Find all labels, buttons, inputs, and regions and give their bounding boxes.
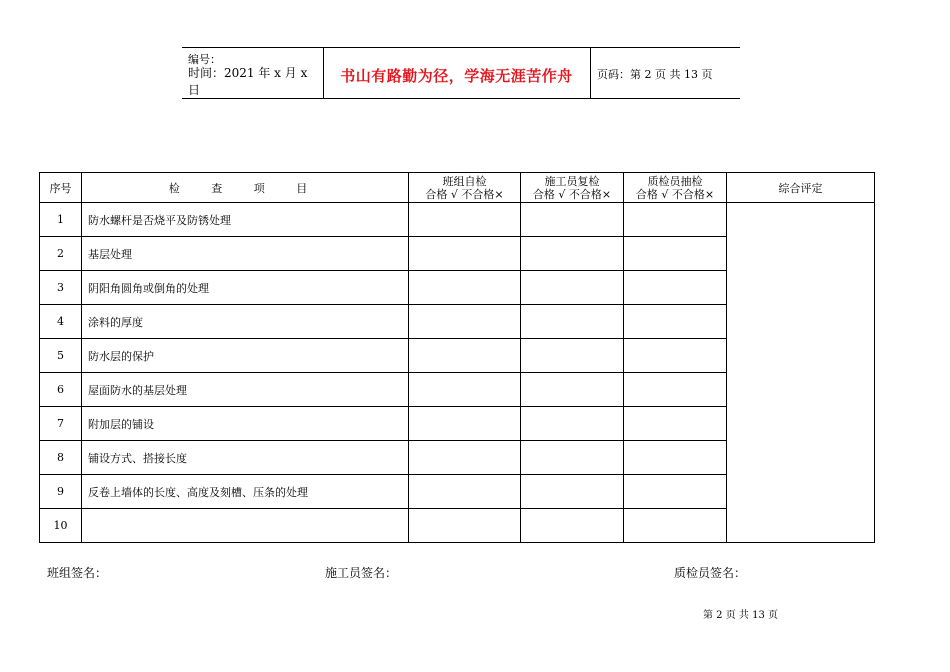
row-number: 8 [40, 441, 82, 475]
qc-check-cell[interactable] [624, 203, 727, 237]
team-check-cell[interactable] [409, 237, 521, 271]
row-number: 6 [40, 373, 82, 407]
row-item: 铺设方式、搭接长度 [82, 441, 409, 475]
qc-check-cell[interactable] [624, 271, 727, 305]
table-header-row [40, 173, 875, 203]
worker-check-cell[interactable] [521, 509, 624, 543]
team-check-cell[interactable] [409, 441, 521, 475]
page-code: 页码：第 2 页 共 13 页 [597, 68, 713, 81]
qc-check-cell[interactable] [624, 441, 727, 475]
row-item: 附加层的铺设 [82, 407, 409, 441]
team-check-cell[interactable] [409, 509, 521, 543]
qc-check-cell[interactable] [624, 475, 727, 509]
qc-check-cell[interactable] [624, 237, 727, 271]
row-number: 2 [40, 237, 82, 271]
inspection-table [39, 172, 875, 543]
col-header-worker-label: 施工员复检 [544, 174, 600, 188]
row-item: 阴阳角圆角或倒角的处理 [82, 271, 409, 305]
header-meta-cell [182, 48, 324, 98]
row-number: 5 [40, 339, 82, 373]
col-header-team-sub: 合格 √ 不合格× [425, 187, 504, 201]
row-item: 屋面防水的基层处理 [82, 373, 409, 407]
row-number: 4 [40, 305, 82, 339]
team-check-cell[interactable] [409, 203, 521, 237]
col-header-item [82, 173, 409, 203]
col-header-qc-label: 质检员抽检 [647, 174, 703, 188]
col-header-team-label: 班组自检 [442, 174, 487, 188]
worker-check-cell[interactable] [521, 271, 624, 305]
time-label: 时间：2021 年 x 月 x 日 [188, 66, 308, 97]
header-motto-cell [323, 48, 591, 98]
row-number: 3 [40, 271, 82, 305]
overall-evaluation-cell[interactable] [727, 203, 875, 543]
team-check-cell[interactable] [409, 271, 521, 305]
document-header [182, 47, 740, 99]
col-header-overall: 综合评定 [727, 173, 875, 203]
row-item: 基层处理 [82, 237, 409, 271]
team-check-cell[interactable] [409, 475, 521, 509]
qc-signature-label: 质检员签名： [674, 566, 747, 580]
number-label: 编号： [188, 53, 221, 66]
qc-check-cell[interactable] [624, 305, 727, 339]
worker-check-cell[interactable] [521, 373, 624, 407]
col-header-worker-sub: 合格 √ 不合格× [532, 187, 612, 201]
row-number: 1 [40, 203, 82, 237]
team-signature-label: 班组签名： [47, 566, 108, 580]
col-header-team [409, 173, 521, 203]
worker-check-cell[interactable] [521, 203, 624, 237]
col-header-no: 序号 [40, 173, 82, 203]
table-row [40, 203, 875, 237]
qc-check-cell[interactable] [624, 509, 727, 543]
team-check-cell[interactable] [409, 373, 521, 407]
row-item: 防水层的保护 [82, 339, 409, 373]
header-motto: 书山有路勤为径，学海无涯苦作舟 [340, 67, 573, 85]
col-header-qc [624, 173, 727, 203]
row-item [82, 509, 409, 543]
header-page-cell [591, 48, 740, 98]
row-number: 9 [40, 475, 82, 509]
worker-check-cell[interactable] [521, 441, 624, 475]
qc-check-cell[interactable] [624, 339, 727, 373]
qc-check-cell[interactable] [624, 407, 727, 441]
col-header-qc-sub: 合格 √ 不合格× [635, 187, 715, 201]
worker-check-cell[interactable] [521, 305, 624, 339]
col-header-item-label: 检 查 项 目 [168, 181, 322, 195]
row-item: 涂料的厚度 [82, 305, 409, 339]
worker-check-cell[interactable] [521, 237, 624, 271]
worker-check-cell[interactable] [521, 475, 624, 509]
page-footer: 第 2 页 共 13 页 [703, 610, 778, 621]
worker-check-cell[interactable] [521, 407, 624, 441]
col-header-worker [521, 173, 624, 203]
row-item: 反卷上墙体的长度、高度及刻槽、压条的处理 [82, 475, 409, 509]
team-check-cell[interactable] [409, 339, 521, 373]
team-check-cell[interactable] [409, 305, 521, 339]
row-number: 7 [40, 407, 82, 441]
qc-check-cell[interactable] [624, 373, 727, 407]
team-check-cell[interactable] [409, 407, 521, 441]
worker-signature-label: 施工员签名： [325, 566, 398, 580]
row-item: 防水螺杆是否烧平及防锈处理 [82, 203, 409, 237]
worker-check-cell[interactable] [521, 339, 624, 373]
row-number: 10 [40, 509, 82, 543]
